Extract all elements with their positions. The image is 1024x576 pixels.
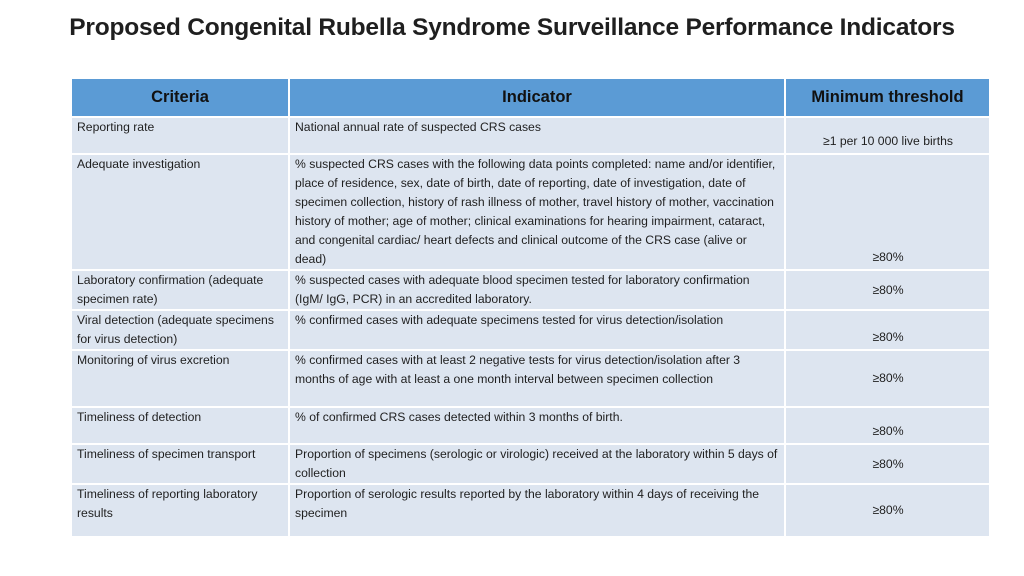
table-row: [71, 350, 990, 407]
indicators-table: [70, 77, 991, 538]
threshold-cell: ≥80%: [785, 407, 990, 444]
criteria-cell: Viral detection (adequate specimens for virus detection): [71, 310, 289, 350]
threshold-cell: ≥1 per 10 000 live births: [785, 117, 990, 154]
threshold-cell: ≥80%: [785, 270, 990, 310]
criteria-cell: Reporting rate: [71, 117, 289, 154]
indicator-cell: National annual rate of suspected CRS cases: [289, 117, 785, 154]
table-row: [71, 117, 990, 154]
indicator-cell: % confirmed cases with adequate specimens tested for virus detection/isolation: [289, 310, 785, 350]
threshold-cell: ≥80%: [785, 310, 990, 350]
threshold-cell: ≥80%: [785, 154, 990, 270]
indicator-cell: % suspected CRS cases with the following data points completed: name and/or identifier, place of residence, sex, date of birth, date of reporting, date of investigation, date of specimen collection, history of rash illness of mother, travel history of mother, vaccination history of mother; age of mother; clinical examinations for hearing impairment, cataract, and congenital cardiac/ heart defects and clinical outcome of the CRS case (alive or dead): [289, 154, 785, 270]
column-header-indicator: Indicator: [289, 78, 785, 117]
table-row: [71, 407, 990, 444]
threshold-cell: ≥80%: [785, 350, 990, 407]
column-header-criteria: Criteria: [71, 78, 289, 117]
column-header-threshold: Minimum threshold: [785, 78, 990, 117]
criteria-cell: Adequate investigation: [71, 154, 289, 270]
table-row: [71, 270, 990, 310]
table-row: [71, 444, 990, 484]
criteria-cell: Laboratory confirmation (adequate specimen rate): [71, 270, 289, 310]
criteria-cell: Timeliness of detection: [71, 407, 289, 444]
indicator-cell: % confirmed cases with at least 2 negative tests for virus detection/isolation after 3 months of age with at least a one month interval between specimen collection: [289, 350, 785, 407]
threshold-cell: ≥80%: [785, 484, 990, 537]
criteria-cell: Timeliness of reporting laboratory results: [71, 484, 289, 537]
indicator-cell: % suspected cases with adequate blood specimen tested for laboratory confirmation (IgM/ IgG, PCR) in an accredited laboratory.: [289, 270, 785, 310]
threshold-cell: ≥80%: [785, 444, 990, 484]
table-row: [71, 484, 990, 537]
indicator-cell: Proportion of serologic results reported by the laboratory within 4 days of receiving the specimen: [289, 484, 785, 537]
criteria-cell: Timeliness of specimen transport: [71, 444, 289, 484]
table-row: [71, 154, 990, 270]
table-header-row: [71, 78, 990, 117]
indicator-cell: % of confirmed CRS cases detected within 3 months of birth.: [289, 407, 785, 444]
criteria-cell: Monitoring of virus excretion: [71, 350, 289, 407]
indicator-cell: Proportion of specimens (serologic or virologic) received at the laboratory within 5 days of collection: [289, 444, 785, 484]
page-title: Proposed Congenital Rubella Syndrome Surveillance Performance Indicators: [69, 14, 955, 41]
table-row: [71, 310, 990, 350]
